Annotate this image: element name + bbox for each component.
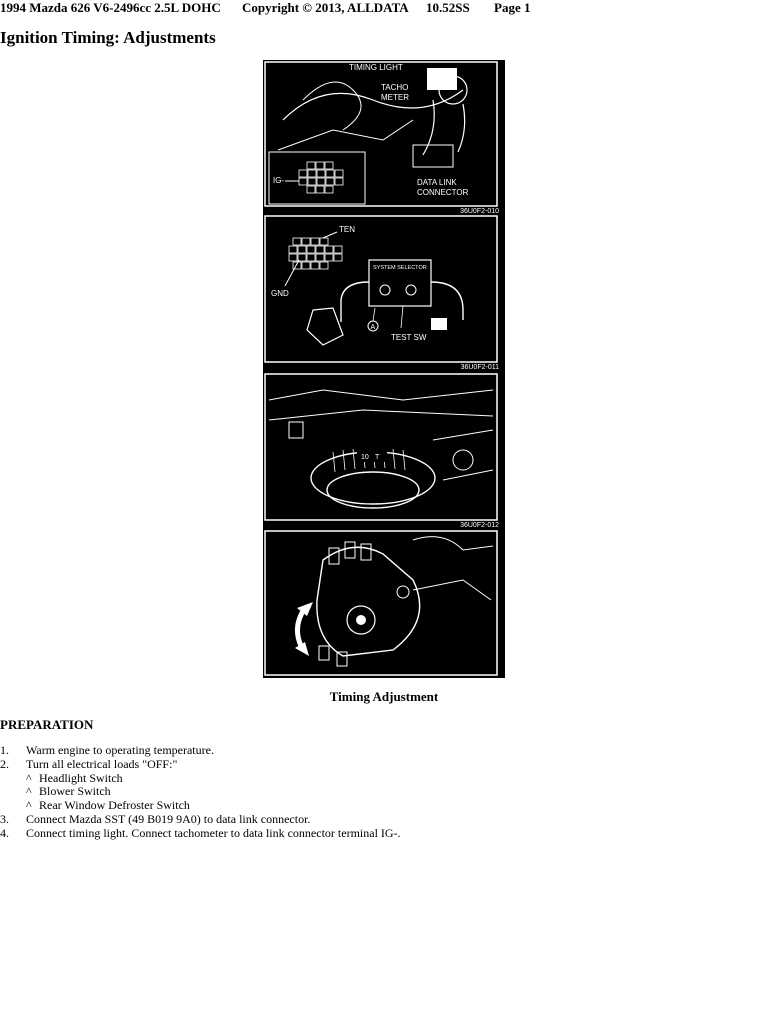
bullet-caret: ^ [26,770,32,785]
label-connector: CONNECTOR [417,188,469,197]
label-meter: METER [381,93,409,102]
page-title: Ignition Timing: Adjustments [0,28,216,47]
label-10: 10 [361,454,369,461]
label-timing-light: TIMING LIGHT [349,63,403,72]
panel-system-selector [265,216,497,362]
label-data-link: DATA LINK [417,178,457,187]
version: 10.52SS [426,0,470,15]
bullet-caret: ^ [26,784,32,799]
timing-adjustment-figure [263,60,505,678]
section-heading: PREPARATION [0,717,94,732]
step-number: 2. [0,756,9,771]
panel-code-2: 36U0F2-011 [460,364,499,371]
label-t: T [375,454,380,461]
label-tacho: TACHO [381,83,409,92]
label-a: A [370,324,376,331]
step-number: 3. [0,811,9,826]
step-text: Connect Mazda SST (49 B019 9A0) to data link connector. [26,811,311,826]
sub-item-text: Rear Window Defroster Switch [39,798,190,813]
step-text: Turn all electrical loads "OFF:" [26,756,178,771]
page-number: Page 1 [494,0,531,15]
label-ig: IG- [273,176,285,185]
step-text: Warm engine to operating temperature. [26,743,214,757]
label-gnd: GND [271,289,289,298]
figure-illustration [263,60,505,678]
panel-timing-marks [265,374,497,520]
panel-distributor [265,531,497,675]
panel-code-3: 36U0F2-012 [460,522,499,529]
figure-caption: Timing Adjustment [329,689,439,704]
copyright: Copyright © 2013, ALLDATA [242,0,409,15]
label-system-selector: SYSTEM SELECTOR [373,265,427,271]
step-text: Connect timing light. Connect tachometer to data link connector terminal IG-. [26,825,401,840]
vehicle-info: 1994 Mazda 626 V6-2496cc 2.5L DOHC [0,0,221,15]
sub-item-text: Headlight Switch [39,770,123,785]
label-ten: TEN [339,225,355,234]
bullet-caret: ^ [26,798,32,813]
step-number: 1. [0,743,9,757]
label-test-sw: TEST SW [391,333,427,342]
panel-code-1: 36U0F2-010 [460,208,499,215]
step-number: 4. [0,825,9,840]
panel-timing-light [265,62,497,206]
sub-item-text: Blower Switch [39,784,111,799]
